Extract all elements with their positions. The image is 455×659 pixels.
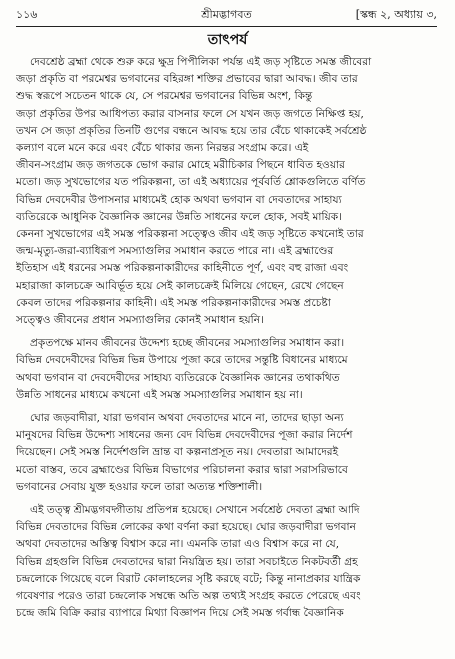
text-line: জড়া প্রকৃতির উপর আধিপত্য করার বাসনার ফলে সে যখন জড় জগতে নিক্ষিপ্ত হয়, <box>16 107 364 120</box>
section-heading: তাৎপর্য <box>207 32 248 48</box>
text-line: ঘোর জড়বাদীরা, যারা ভগবান অথবা দেবতাদের মানে না, তাদের ছাড়া অন্য <box>30 412 344 425</box>
text-line: দেবশ্রেষ্ঠ ব্রহ্মা থেকে শুরু করে ক্ষুদ্র পিপীলিকা পর্যন্ত এই জড় সৃষ্টিতে সমস্ত জীবেরা <box>30 56 372 68</box>
text-line: বিভিন্ন দেবতাদের বিভিন্ন লোকের কথা বর্ণনা করা হয়েছে। ঘোর জড়বাদীরা ভগবান <box>16 521 356 534</box>
text-line: কেবল তাদের পরিকল্পনার কাহিনী। এই সমস্ত পরিকল্পনাকারীদের সমস্ত প্রচেষ্টা <box>16 296 331 309</box>
page-number: ১১৬ <box>16 8 38 21</box>
text-line: সত্ত্বেও জীবনের প্রধান সমস্যাগুলির কোনই সমাধান হয়নি। <box>16 314 264 327</box>
text-line: জন্ম-মৃত্যু-জরা-ব্যাধিরূপ সমস্যাগুলির সমাধান করতে পারে না। এই ব্রহ্মাণ্ডের <box>16 245 334 258</box>
text-line: প্রকৃতপক্ষে মানব জীবনের উদ্দেশ্য হচ্ছে জীবনের সমস্যাগুলির সমাধান করা। <box>30 337 345 350</box>
section-reference: [স্কন্ধ ২, অধ্যায় ৩, <box>355 8 437 21</box>
purport-body <box>16 54 437 629</box>
text-line: মানুষদের বিভিন্ন উদ্দেশ্য সাধনের জন্য বেদ বিভিন্ন দেবদেবীদের পূজা করার নির্দেশ <box>16 429 353 442</box>
header-rule <box>16 26 437 27</box>
text-line: কল্যাণ বলে মনে করে এবং বেঁচে থাকার জন্য নিরন্তর সংগ্রাম করে। এই <box>16 142 309 155</box>
text-line: জীবন-সংগ্রাম জড় জগতকে ভোগ করার মোহে মরীচিকার পিছনে ধাবিত হওয়ার <box>16 159 345 172</box>
text-line: এই তত্ত্ব শ্রীমদ্ভগবদ্গীতায় প্রতিপন্ন হয়েছে। সেখানে সর্বশ্রেষ্ঠ দেবতা ব্রহ্মা আদি <box>30 504 360 517</box>
text-line: ভগবানের সেবায় যুক্ত হওয়ার ফলে তারা অত্যন্ত শক্তিশালী। <box>16 480 263 493</box>
text-line: বিভিন্ন দেবদেবীর উপাসনার মাধ্যমেই হোক অথবা ভগবান বা দেবতাদের সাহায্য <box>16 193 342 206</box>
text-line: অথবা দেবতাদের অস্তিত্ব বিশ্বাস করে না। এমনকি তারা এও বিশ্বাস করে না যে, <box>16 538 340 551</box>
text-line: গবেষণার পরেও তারা চন্দ্রলোক সম্বন্ধে অতি অল্প তথ্যই সংগ্রহ করতে পেরেছে এবং <box>16 590 361 603</box>
text-line: ইতিহাস এই ধরনের সমস্ত পরিকল্পনাকারীদের কাহিনীতে পূর্ণ, এবং বহু রাজা এবং <box>16 262 349 275</box>
text-line: শুদ্ধ স্বরূপে সচেতন থাকে যে, সে পরমেশ্বর ভগবানের বিভিন্ন অংশ, কিন্তু <box>16 90 313 103</box>
paragraph <box>16 502 437 622</box>
text-line: মতো। জড় সুখভোগের যত পরিকল্পনা, তা এই অধ্যায়ের পূর্ববর্তি শ্লোকগুলিতে বর্ণিত <box>16 176 366 189</box>
text-line: মতো বাস্তব, তবে ব্রহ্মাণ্ডের বিভিন্ন বিভাগের পরিচালনা করার দ্বারা সরাসরিভাবে <box>16 463 348 476</box>
text-line: চন্দ্রলোকে গিয়েছে বলে বিরাট কোলাহলের সৃষ্টি করছে বটে; কিন্তু নানাপ্রকার যান্ত্রিক <box>16 572 361 585</box>
text-line: বিভিন্ন গ্রহগুলি বিভিন্ন দেবতাদের দ্বারা নিয়ন্ত্রিত হয়। তারা সবচাইতে নিকটবর্তী গ্রহ <box>16 555 358 568</box>
text-line: জড়া প্রকৃতি বা পরমেশ্বর ভগবানের বহিরঙ্গা শক্তির প্রভাবের দ্বারা আবদ্ধ। জীব তার <box>16 73 358 86</box>
book-title: শ্রীমদ্ভাগবত <box>201 8 252 21</box>
text-line: কেননা সুখভোগের এই সমস্ত পরিকল্পনা সত্ত্বেও জীব এই জড় সৃষ্টিতে কখনোই তার <box>16 228 364 241</box>
text-line: তখন সে জড়া প্রকৃতির তিনটি গুণের বন্ধনে আবদ্ধ হয়ে তার বেঁচে থাকাকেই সর্বশ্রেষ্ঠ <box>16 124 367 137</box>
text-line: মহারাজা কালচক্রে আবির্ভূত হয়ে সেই কালচক্রেই মিলিয়ে গেছেন, রেখে গেছেন <box>16 279 344 292</box>
text-line: উন্নতি সাধনের মাধ্যমে কখনো এই সমস্ত সমস্যাগুলির সমাধান হয় না। <box>16 388 303 401</box>
text-line: দিয়েছেন। সেই সমস্ত নির্দেশগুলি ভ্রান্ত বা কল্পনাপ্রসূত নয়। দেবতারা আমাদেরই <box>16 446 339 459</box>
paragraph <box>16 410 437 496</box>
paragraph <box>16 54 437 329</box>
paragraph <box>16 335 437 404</box>
text-line: ব্যতিরেকে আধুনিক বৈজ্ঞানিক জ্ঞানের উন্নতি সাধনের ফলে হোক, সবই মায়িক। <box>16 210 342 223</box>
text-line: চন্দ্রে জমি বিক্রি করার ব্যাপারে মিথ্যা বিজ্ঞাপন দিয়ে সেই সমস্ত গর্বান্ধ বৈজ্ঞানিক <box>16 607 344 620</box>
running-header <box>16 6 437 24</box>
text-line: বিভিন্ন দেবদেবীদের বিভিন্ন ভিন্ন উপায়ে পূজা করে তাদের সন্তুষ্টি বিধানের মাধ্যমে <box>16 354 348 367</box>
text-line: অথবা ভগবান বা দেবদেবীদের সাহায্য ব্যতিরেকে বৈজ্ঞানিক জ্ঞানের তথাকথিত <box>16 371 340 384</box>
